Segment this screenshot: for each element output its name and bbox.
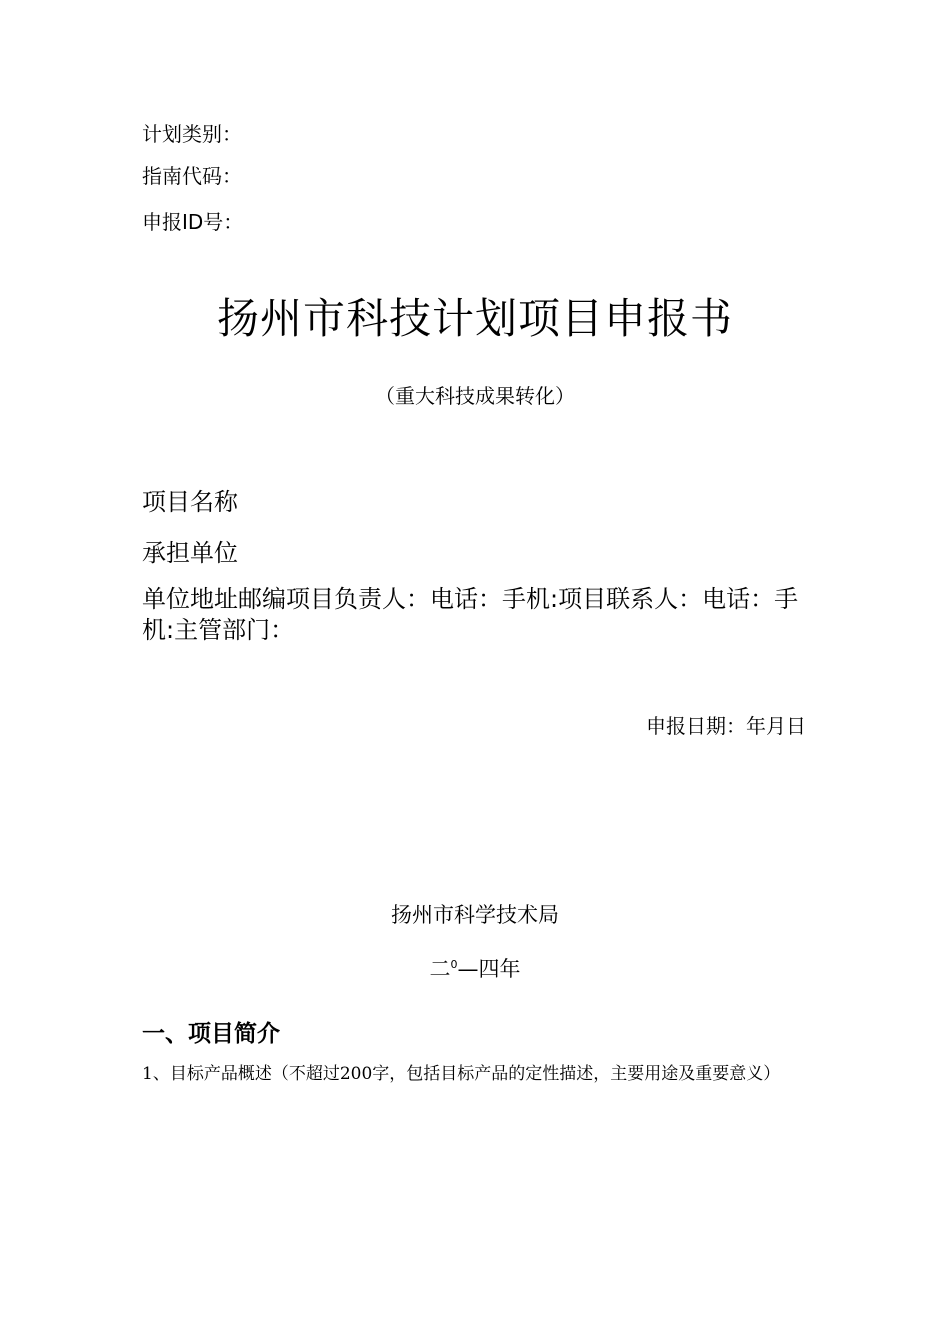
section-heading: 一、项目简介 xyxy=(142,1021,280,1047)
project-name-label: 项目名称 xyxy=(142,488,238,516)
contact-info-line: 单位地址邮编项目负责人：电话：手机:项目联系人：电话：手机:主管部门： xyxy=(142,585,799,644)
year-suffix: —四年 xyxy=(457,957,521,981)
guide-code-label: 指南代码： xyxy=(142,164,242,188)
year-prefix: 二 xyxy=(429,957,451,981)
application-id-label: 申报ID号： xyxy=(142,210,244,234)
plan-category-label: 计划类别： xyxy=(142,122,242,146)
undertaking-unit-label: 承担单位 xyxy=(142,539,238,567)
document-subtitle: （重大科技成果转化） xyxy=(375,384,575,408)
document-title: 扬州市科技计划项目申报书 xyxy=(216,294,733,343)
application-date: 申报日期：年月日 xyxy=(646,714,806,738)
issuer-name: 扬州市科学技术局 xyxy=(391,903,559,927)
section-item-text: 1、目标产品概述（不超过200字，包括目标产品的定性描述，主要用途及重要意义） xyxy=(142,1064,781,1084)
document-year xyxy=(0,953,950,983)
year-superscript: 0 xyxy=(450,958,458,971)
